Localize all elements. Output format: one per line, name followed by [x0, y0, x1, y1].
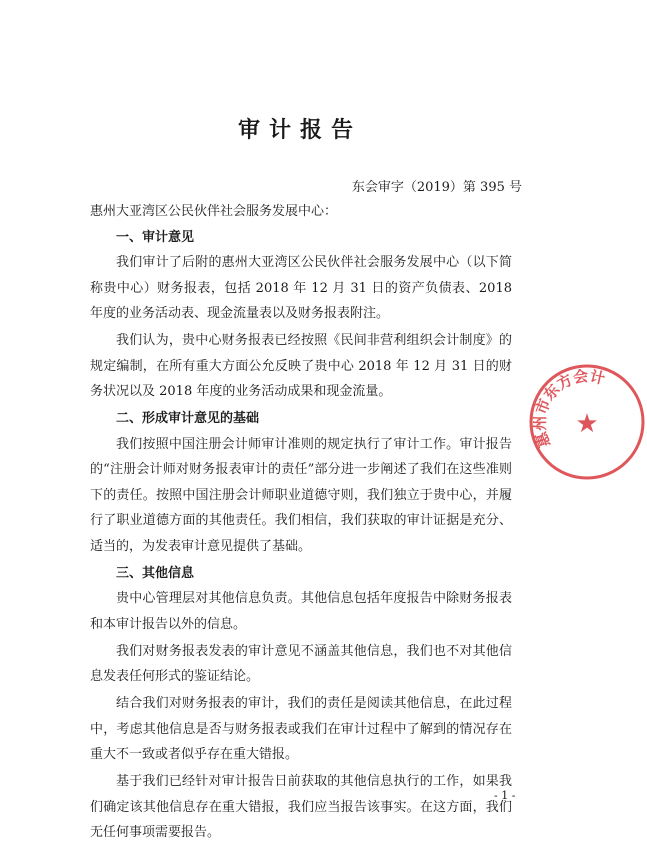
section-heading-basis: 二、形成审计意见的基础 [116, 411, 260, 426]
paragraph: 我们对财务报表发表的审计意见不涵盖其他信息，我们也不对其他信息发表任何形式的鉴证结论。 [90, 643, 512, 684]
svg-text:惠州市东方会计: 惠州市东方会计 [530, 366, 607, 450]
page-number: - 1 - [494, 789, 516, 802]
company-seal-stamp [527, 362, 647, 482]
paragraph: 我们认为，贵中心财务报表已经按照《民间非营利组织会计制度》的规定编制，在所有重大方面公允反映了贵中心 2018 年 12 月 31 日的财务状况以及 2018 年度的业务活动成果和现金流量。 [90, 333, 512, 399]
section-heading-audit-opinion: 一、审计意见 [116, 229, 195, 245]
document-number: 东会审字（2019）第 395 号 [351, 180, 522, 195]
paragraph: 基于我们已经针对审计报告日前获取的其他信息执行的工作，如果我们确定该其他信息存在重大错报，我们应当报告该事实。在这方面，我们无任何事项需要报告。 [90, 774, 512, 840]
report-title: 审计报告 [237, 117, 362, 143]
paragraph: 贵中心管理层对其他信息负责。其他信息包括年度报告中除财务报表和本审计报告以外的信息。 [90, 591, 512, 632]
addressee: 惠州大亚湾区公民伙伴社会服务发展中心： [90, 204, 338, 219]
paragraph: 我们按照中国注册会计师审计准则的规定执行了审计工作。审计报告的“注册会计师对财务报表审计的责任”部分进一步阐述了我们在这些准则下的责任。按照中国注册会计师职业道德守则，我们独立于贵中心，并履行了职业道德方面的其他责任。我们相信，我们获取的审计证据是充分、适当的，为发表审计意见提供了基础。 [90, 436, 512, 554]
paragraph: 我们审计了后附的惠州大亚湾区公民伙伴社会服务发展中心（以下简称贵中心）财务报表，包括 2018 年 12 月 31 日的资产负债表、2018 年度的业务活动表、现金流量表以及财务报表附注。 [90, 255, 512, 321]
section-heading-other-info: 三、其他信息 [116, 565, 195, 581]
report-body [90, 199, 512, 847]
svg-text:★: ★ [575, 409, 599, 439]
paragraph: 结合我们对财务报表的审计，我们的责任是阅读其他信息，在此过程中，考虑其他信息是否与财务报表或我们在审计过程中了解到的情况存在重大不一致或者似乎存在重大错报。 [90, 696, 512, 762]
